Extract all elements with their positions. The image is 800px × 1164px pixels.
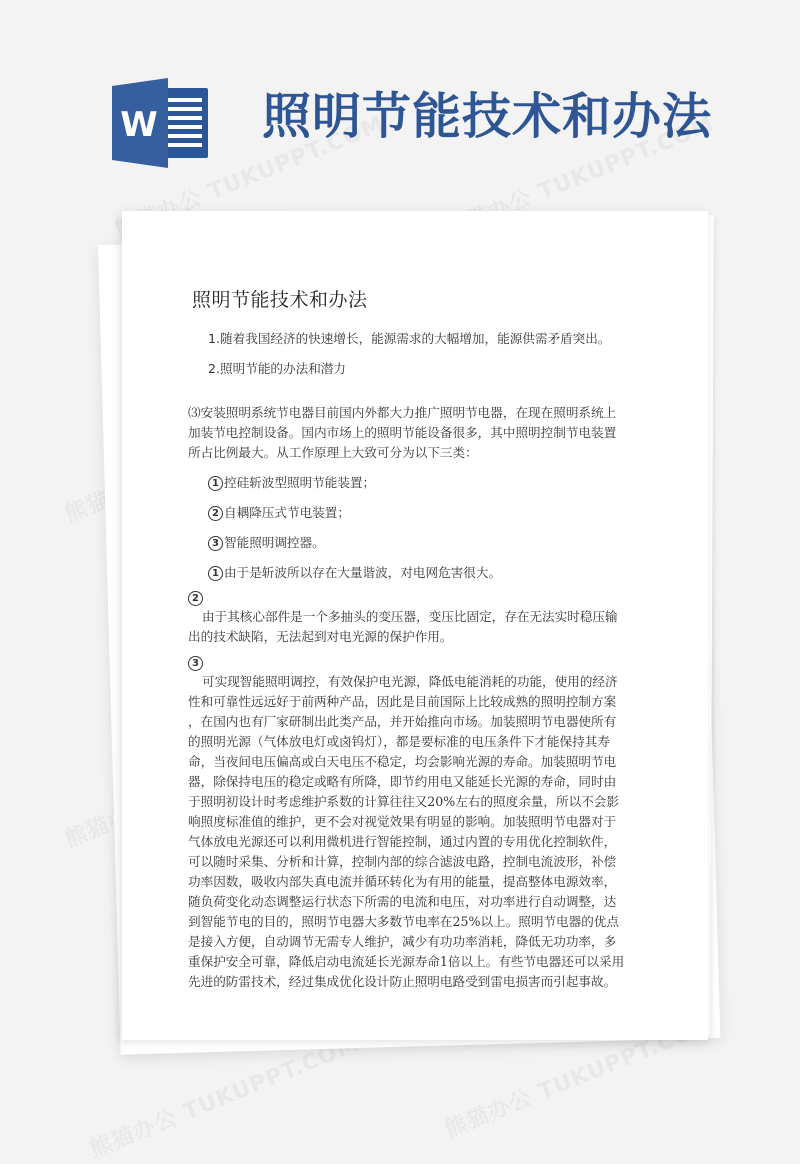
circled-number-icon: 3 — [208, 536, 223, 551]
circled-number-icon: 1 — [208, 566, 223, 581]
type-item-3: 3 智能照明调控器。 — [208, 532, 325, 554]
note-3-line: 是接入方便，自动调节无需专人维护，减少有功功率消耗，降低无功功率，多 — [188, 934, 617, 949]
document-title: 照明节能技术和办法 — [192, 289, 368, 311]
note-3-line: 的照明光源（气体放电灯或卤钨灯），都是要标准的电压条件下才能保持其寿 — [188, 734, 610, 749]
header-title: 照明节能技术和办法 — [262, 87, 713, 145]
list-item-1: 1.随着我国经济的快速增长，能源需求的大幅增加，能源供需矛盾突出。 — [208, 331, 611, 346]
note-3-line: 响照度标准值的维护，更不会对视觉效果有明显的影响。加装照明节电器对于 — [188, 814, 617, 829]
section-3-line-2: 加装节电控制设备。国内市场上的照明节能设备很多，其中照明控制节电装置 — [188, 425, 617, 440]
note-3-line: 命，当夜间电压偏高或白天电压不稳定，均会影响光源的寿命。加装照明节电 — [188, 754, 617, 769]
circled-number-icon: 2 — [188, 591, 203, 606]
note-2-line-2: 出的技术缺陷，无法起到对电光源的保护作用。 — [188, 629, 453, 644]
list-item-2: 2.照明节能的办法和潜力 — [208, 361, 346, 376]
note-3-line: 随负荷变化动态调整运行状态下所需的电流和电压，对功率进行自动调整，达 — [188, 894, 617, 909]
note-3-line: ，在国内也有厂家研制出此类产品，并开始推向市场。加装照明节电器使所有 — [188, 714, 617, 729]
note-2-line-1: 由于其核心部件是一个多抽头的变压器，变压比固定，存在无法实时稳压输 — [202, 609, 618, 624]
svg-text:W: W — [120, 105, 158, 145]
circled-number-icon: 2 — [208, 506, 223, 521]
note-3-line: 重保护安全可靠，降低启动电流延长光源寿命1倍以上。有些节电器还可以采用 — [188, 954, 625, 969]
note-3-line: 于照明初设计时考虑维护系数的计算往往又20%左右的照度余量，所以不会影 — [188, 794, 619, 809]
note-3-line: 气体放电光源还可以利用微机进行智能控制，通过内置的专用优化控制软件， — [188, 834, 617, 849]
note-3-line: 到智能节电的目的，照明节电器大多数节电率在25%以上。照明节电器的优点 — [188, 914, 619, 929]
circled-number-icon: 3 — [188, 656, 203, 671]
note-3-line: 可以随时采集、分析和计算，控制内部的综合滤波电路，控制电流波形，补偿 — [188, 854, 617, 869]
type-item-2: 2 自耦降压式节电装置； — [208, 502, 350, 524]
note-3-line: 先进的防雷技术，经过集成优化设计防止照明电路受到雷电损害而引起事故。 — [188, 974, 617, 989]
document-page — [122, 211, 708, 1040]
note-3-line: 器，除保持电压的稳定或略有所降，即节约用电又能延长光源的寿命，同时由 — [188, 774, 617, 789]
section-3-line-3: 所占比例最大。从工作原理上大致可分为以下三类： — [188, 445, 478, 460]
note-item-1: 1 由于是斩波所以存在大量谐波，对电网危害很大。 — [208, 562, 501, 584]
type-item-1: 1 控硅斩波型照明节能装置； — [208, 472, 375, 494]
word-document-icon — [110, 78, 216, 168]
circled-number-icon: 1 — [208, 476, 223, 491]
note-3-line: 性和可靠性远远好于前两种产品，因此是目前国际上比较成熟的照明控制方案 — [188, 694, 617, 709]
section-3-line-1: ⑶安装照明系统节电器目前国内外都大力推广照明节电器，在现在照明系统上 — [188, 405, 617, 420]
note-3-line: 功率因数，吸收内部失真电流并循环转化为有用的能量，提高整体电源效率， — [188, 874, 617, 889]
note-3-line: 可实现智能照明调控，有效保护电光源，降低电能消耗的功能，使用的经济 — [202, 674, 618, 689]
